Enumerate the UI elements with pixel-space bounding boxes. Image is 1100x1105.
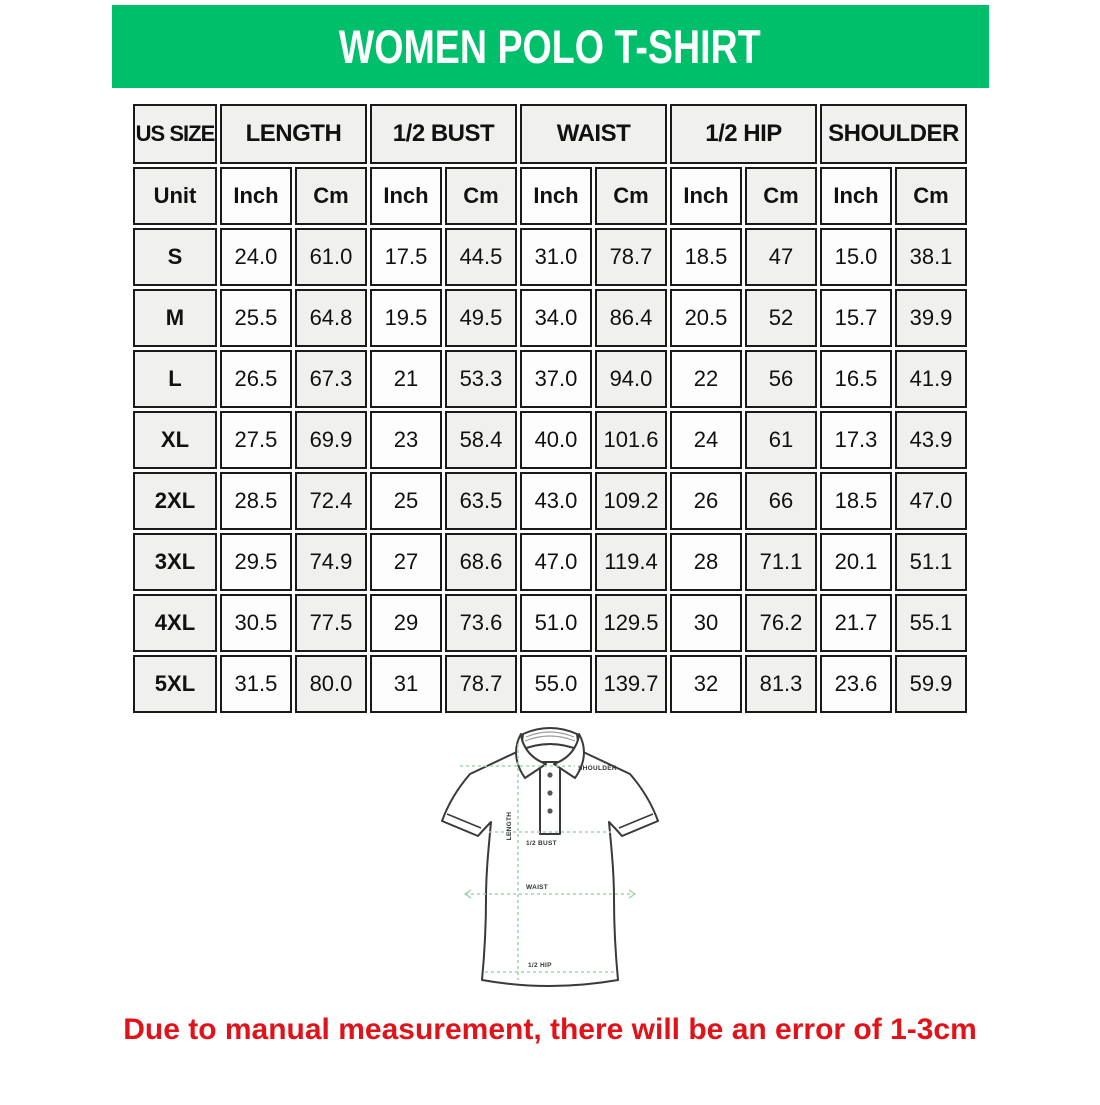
measurement-cell: 63.5 bbox=[445, 472, 517, 530]
measurement-cell: 73.6 bbox=[445, 594, 517, 652]
measurement-cell: 53.3 bbox=[445, 350, 517, 408]
measurement-cell: 25.5 bbox=[220, 289, 292, 347]
measurement-cell: 39.9 bbox=[895, 289, 967, 347]
measurement-cell: 67.3 bbox=[295, 350, 367, 408]
size-label: L bbox=[133, 350, 217, 408]
unit-column-header: Cm bbox=[745, 167, 817, 225]
measurement-cell: 47.0 bbox=[520, 533, 592, 591]
measurement-cell: 56 bbox=[745, 350, 817, 408]
measurement-cell: 43.0 bbox=[520, 472, 592, 530]
measurement-cell: 44.5 bbox=[445, 228, 517, 286]
length-header: LENGTH bbox=[220, 104, 367, 164]
unit-column-header: Inch bbox=[370, 167, 442, 225]
bust-label: 1/2 BUST bbox=[526, 840, 557, 847]
measurement-cell: 25 bbox=[370, 472, 442, 530]
size-label: 5XL bbox=[133, 655, 217, 713]
size-label: S bbox=[133, 228, 217, 286]
measurement-cell: 109.2 bbox=[595, 472, 667, 530]
measurement-cell: 80.0 bbox=[295, 655, 367, 713]
size-chart-table bbox=[130, 101, 970, 716]
measurement-cell: 41.9 bbox=[895, 350, 967, 408]
group-header-row bbox=[133, 104, 967, 164]
waist-label: WAIST bbox=[526, 884, 549, 891]
waist-header: WAIST bbox=[520, 104, 667, 164]
measurement-cell: 29 bbox=[370, 594, 442, 652]
measurement-cell: 94.0 bbox=[595, 350, 667, 408]
polo-shirt-drawing bbox=[425, 714, 675, 1006]
measurement-cell: 47 bbox=[745, 228, 817, 286]
measurement-cell: 26 bbox=[670, 472, 742, 530]
measurement-cell: 58.4 bbox=[445, 411, 517, 469]
measurement-note: Due to manual measurement, there will be an error of 1-3cm bbox=[123, 1013, 977, 1046]
hip-label: 1/2 HIP bbox=[528, 962, 552, 969]
measurement-cell: 18.5 bbox=[670, 228, 742, 286]
unit-column-header: Cm bbox=[595, 167, 667, 225]
polo-shirt-diagram bbox=[425, 714, 675, 1011]
measurement-cell: 55.0 bbox=[520, 655, 592, 713]
size-row-4xl bbox=[133, 594, 967, 652]
length-label: LENGTH bbox=[506, 811, 513, 841]
size-label: 2XL bbox=[133, 472, 217, 530]
measurement-cell: 43.9 bbox=[895, 411, 967, 469]
unit-column-header: Inch bbox=[670, 167, 742, 225]
button-3 bbox=[547, 808, 552, 813]
measurement-cell: 69.9 bbox=[295, 411, 367, 469]
shoulder-label: SHOULDER bbox=[578, 765, 617, 772]
page-title: WOMEN POLO T-SHIRT bbox=[339, 20, 761, 73]
measurement-cell: 16.5 bbox=[820, 350, 892, 408]
measurement-cell: 23.6 bbox=[820, 655, 892, 713]
measurement-cell: 26.5 bbox=[220, 350, 292, 408]
unit-column-header: Inch bbox=[820, 167, 892, 225]
measurement-cell: 38.1 bbox=[895, 228, 967, 286]
size-row-m bbox=[133, 289, 967, 347]
unit-column-header: Cm bbox=[295, 167, 367, 225]
size-row-l bbox=[133, 350, 967, 408]
size-label: M bbox=[133, 289, 217, 347]
measurement-cell: 24 bbox=[670, 411, 742, 469]
measurement-cell: 74.9 bbox=[295, 533, 367, 591]
unit-column-header: Cm bbox=[895, 167, 967, 225]
measurement-cell: 15.0 bbox=[820, 228, 892, 286]
measurement-cell: 51.1 bbox=[895, 533, 967, 591]
measurement-cell: 51.0 bbox=[520, 594, 592, 652]
unit-column-header: Inch bbox=[220, 167, 292, 225]
measurement-cell: 119.4 bbox=[595, 533, 667, 591]
measurement-cell: 61.0 bbox=[295, 228, 367, 286]
measurement-cell: 28.5 bbox=[220, 472, 292, 530]
measurement-cell: 22 bbox=[670, 350, 742, 408]
unit-label: Unit bbox=[133, 167, 217, 225]
measurement-cell: 64.8 bbox=[295, 289, 367, 347]
measurement-cell: 34.0 bbox=[520, 289, 592, 347]
measurement-cell: 31.5 bbox=[220, 655, 292, 713]
measurement-cell: 30.5 bbox=[220, 594, 292, 652]
measurement-cell: 78.7 bbox=[595, 228, 667, 286]
measurement-cell: 71.1 bbox=[745, 533, 817, 591]
measurement-cell: 66 bbox=[745, 472, 817, 530]
measurement-cell: 21.7 bbox=[820, 594, 892, 652]
measurement-cell: 21 bbox=[370, 350, 442, 408]
size-row-2xl bbox=[133, 472, 967, 530]
measurement-cell: 101.6 bbox=[595, 411, 667, 469]
us-size-header: US SIZE bbox=[133, 104, 217, 164]
measurement-cell: 28 bbox=[670, 533, 742, 591]
half-hip-header: 1/2 HIP bbox=[670, 104, 817, 164]
measurement-cell: 86.4 bbox=[595, 289, 667, 347]
measurement-cell: 78.7 bbox=[445, 655, 517, 713]
size-row-3xl bbox=[133, 533, 967, 591]
size-row-5xl bbox=[133, 655, 967, 713]
unit-column-header: Inch bbox=[520, 167, 592, 225]
measurement-cell: 17.5 bbox=[370, 228, 442, 286]
measurement-cell: 32 bbox=[670, 655, 742, 713]
measurement-cell: 18.5 bbox=[820, 472, 892, 530]
measurement-cell: 19.5 bbox=[370, 289, 442, 347]
measurement-cell: 52 bbox=[745, 289, 817, 347]
measurement-cell: 17.3 bbox=[820, 411, 892, 469]
measurement-cell: 76.2 bbox=[745, 594, 817, 652]
measurement-cell: 49.5 bbox=[445, 289, 517, 347]
shoulder-header: SHOULDER bbox=[820, 104, 967, 164]
measurement-cell: 15.7 bbox=[820, 289, 892, 347]
measurement-cell: 72.4 bbox=[295, 472, 367, 530]
measurement-cell: 20.5 bbox=[670, 289, 742, 347]
measurement-cell: 27 bbox=[370, 533, 442, 591]
measurement-cell: 31.0 bbox=[520, 228, 592, 286]
measurement-cell: 81.3 bbox=[745, 655, 817, 713]
measurement-cell: 20.1 bbox=[820, 533, 892, 591]
size-label: XL bbox=[133, 411, 217, 469]
measurement-cell: 31 bbox=[370, 655, 442, 713]
title-banner bbox=[112, 5, 989, 88]
size-row-s bbox=[133, 228, 967, 286]
measurement-cell: 37.0 bbox=[520, 350, 592, 408]
measurement-cell: 30 bbox=[670, 594, 742, 652]
measurement-cell: 29.5 bbox=[220, 533, 292, 591]
half-bust-header: 1/2 BUST bbox=[370, 104, 517, 164]
measurement-cell: 59.9 bbox=[895, 655, 967, 713]
measurement-cell: 68.6 bbox=[445, 533, 517, 591]
measurement-cell: 40.0 bbox=[520, 411, 592, 469]
measurement-cell: 77.5 bbox=[295, 594, 367, 652]
unit-header-row bbox=[133, 167, 967, 225]
measurement-cell: 55.1 bbox=[895, 594, 967, 652]
measurement-cell: 27.5 bbox=[220, 411, 292, 469]
measurement-cell: 129.5 bbox=[595, 594, 667, 652]
size-row-xl bbox=[133, 411, 967, 469]
button-2 bbox=[547, 790, 552, 795]
measurement-cell: 61 bbox=[745, 411, 817, 469]
measurement-cell: 47.0 bbox=[895, 472, 967, 530]
measurement-cell: 139.7 bbox=[595, 655, 667, 713]
button-1 bbox=[547, 772, 552, 777]
measurement-cell: 23 bbox=[370, 411, 442, 469]
size-label: 4XL bbox=[133, 594, 217, 652]
measurement-cell: 24.0 bbox=[220, 228, 292, 286]
unit-column-header: Cm bbox=[445, 167, 517, 225]
size-label: 3XL bbox=[133, 533, 217, 591]
